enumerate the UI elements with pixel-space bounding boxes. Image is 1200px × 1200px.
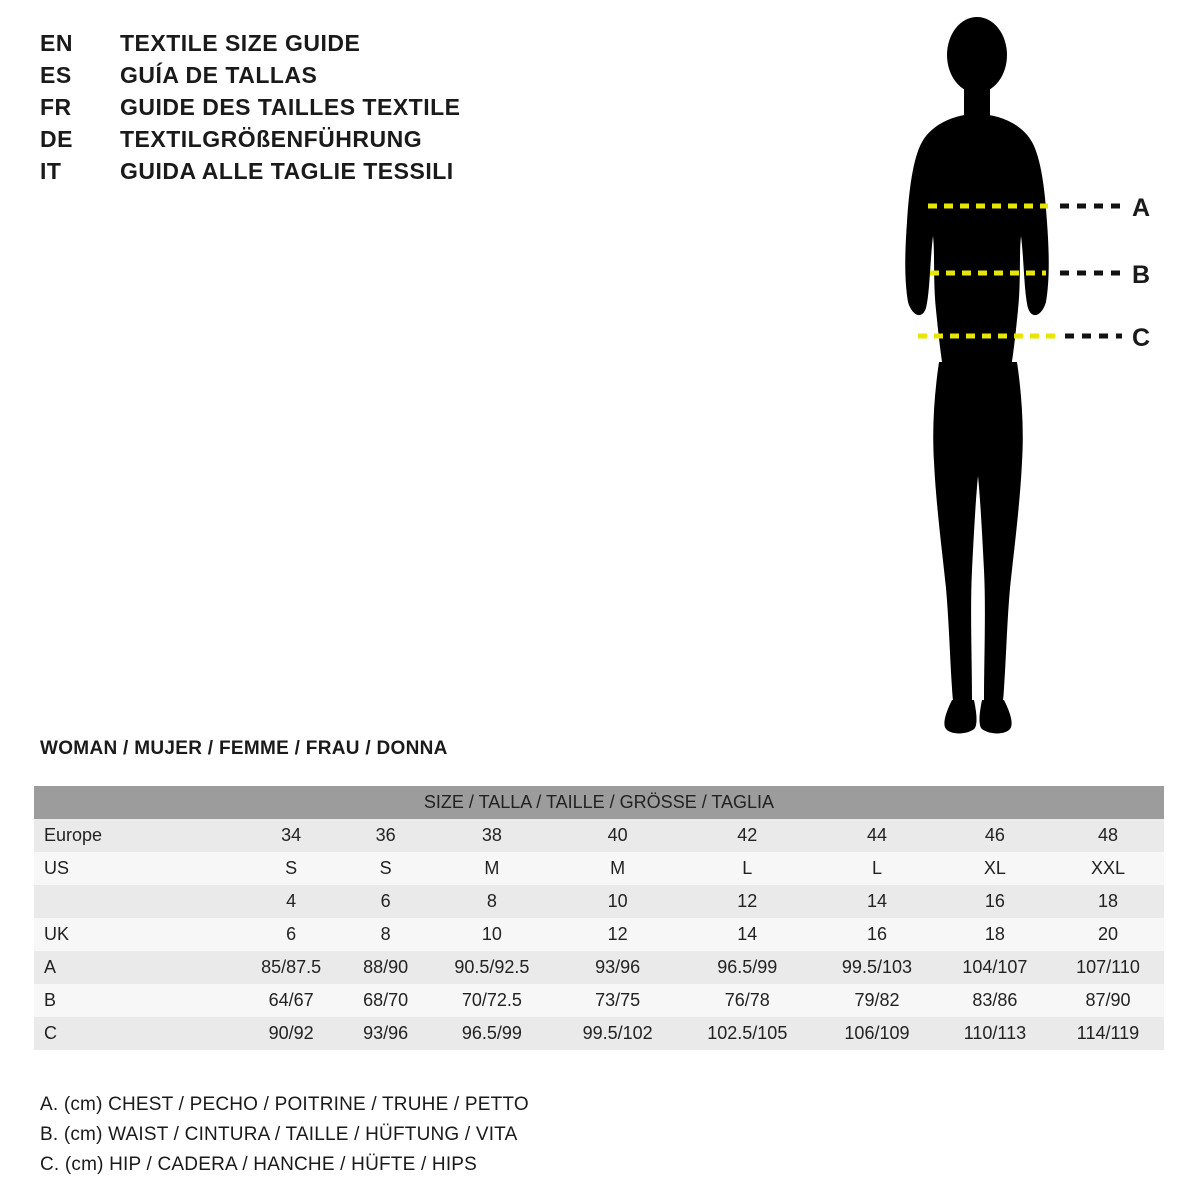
table-cell: 93/96 [344, 1017, 427, 1050]
table-cell: XXL [1052, 852, 1164, 885]
marker-label-a: A [1132, 194, 1151, 222]
table-cell: M [557, 852, 679, 885]
table-cell: 76/78 [679, 984, 816, 1017]
table-cell: 8 [344, 918, 427, 951]
table-cell: 12 [557, 918, 679, 951]
table-cell: XL [938, 852, 1052, 885]
table-cell: L [816, 852, 938, 885]
title-row [40, 94, 740, 126]
measurement-figure [860, 10, 1190, 750]
table-cell: 85/87.5 [238, 951, 344, 984]
row-label: UK [34, 918, 238, 951]
title-language-code: DE [40, 126, 73, 152]
table-cell: 38 [427, 819, 557, 852]
title-language-code: FR [40, 94, 72, 120]
size-table [34, 786, 1164, 1050]
table-cell: 93/96 [557, 951, 679, 984]
table-cell: 10 [427, 918, 557, 951]
title-row [40, 30, 740, 62]
table-cell: 114/119 [1052, 1017, 1164, 1050]
table-cell: 96.5/99 [679, 951, 816, 984]
title-row [40, 158, 740, 190]
table-cell: 10 [557, 885, 679, 918]
table-row [34, 951, 1164, 984]
table-cell: 16 [816, 918, 938, 951]
title-language-text: GUIDE DES TAILLES TEXTILE [120, 94, 461, 120]
table-cell: 8 [427, 885, 557, 918]
table-cell: 88/90 [344, 951, 427, 984]
title-block [40, 30, 740, 190]
table-cell: 87/90 [1052, 984, 1164, 1017]
table-cell: 83/86 [938, 984, 1052, 1017]
table-group-label: WOMAN / MUJER / FEMME / FRAU / DONNA [40, 738, 448, 759]
table-cell: 99.5/103 [816, 951, 938, 984]
title-row [40, 126, 740, 158]
table-row [34, 918, 1164, 951]
table-cell: 104/107 [938, 951, 1052, 984]
table-cell: 42 [679, 819, 816, 852]
table-cell: 48 [1052, 819, 1164, 852]
table-cell: 70/72.5 [427, 984, 557, 1017]
table-cell: 18 [1052, 885, 1164, 918]
title-language-code: EN [40, 30, 73, 56]
row-label [34, 885, 238, 918]
row-label: Europe [34, 819, 238, 852]
title-row [40, 62, 740, 94]
title-language-text: TEXTILE SIZE GUIDE [120, 30, 361, 56]
legend-row-c: C. (cm) HIP / CADERA / HANCHE / HÜFTE / HIPS [40, 1154, 478, 1175]
table-cell: 6 [238, 918, 344, 951]
table-row [34, 819, 1164, 852]
title-language-text: GUÍA DE TALLAS [120, 62, 318, 88]
row-label: C [34, 1017, 238, 1050]
table-cell: S [238, 852, 344, 885]
row-label: US [34, 852, 238, 885]
marker-label-b: B [1132, 261, 1151, 289]
table-cell: 90/92 [238, 1017, 344, 1050]
table-cell: 14 [679, 918, 816, 951]
table-row [34, 1017, 1164, 1050]
table-cell: 14 [816, 885, 938, 918]
table-cell: 20 [1052, 918, 1164, 951]
row-label: A [34, 951, 238, 984]
table-cell: 102.5/105 [679, 1017, 816, 1050]
table-cell: 4 [238, 885, 344, 918]
table-cell: 12 [679, 885, 816, 918]
title-language-text: TEXTILGRÖßENFÜHRUNG [120, 126, 423, 152]
table-cell: 79/82 [816, 984, 938, 1017]
table-cell: 99.5/102 [557, 1017, 679, 1050]
table-cell: 107/110 [1052, 951, 1164, 984]
table-cell: 46 [938, 819, 1052, 852]
table-cell: 110/113 [938, 1017, 1052, 1050]
table-cell: 6 [344, 885, 427, 918]
title-language-text: GUIDA ALLE TAGLIE TESSILI [120, 158, 454, 184]
legend-row-a: A. (cm) CHEST / PECHO / POITRINE / TRUHE / PETTO [40, 1094, 529, 1115]
table-cell: 106/109 [816, 1017, 938, 1050]
table-cell: 73/75 [557, 984, 679, 1017]
table-cell: 96.5/99 [427, 1017, 557, 1050]
table-header-row [34, 786, 1164, 819]
table-cell: M [427, 852, 557, 885]
title-language-code: ES [40, 62, 72, 88]
table-cell: L [679, 852, 816, 885]
table-row [34, 984, 1164, 1017]
table-cell: 90.5/92.5 [427, 951, 557, 984]
title-language-code: IT [40, 158, 62, 184]
table-header-label: SIZE / TALLA / TAILLE / GRÖSSE / TAGLIA [34, 786, 1164, 819]
table-row [34, 885, 1164, 918]
table-cell: 18 [938, 918, 1052, 951]
legend [40, 1090, 840, 1180]
legend-row-b: B. (cm) WAIST / CINTURA / TAILLE / HÜFTUNG / VITA [40, 1124, 518, 1145]
table-cell: 34 [238, 819, 344, 852]
table-cell: 64/67 [238, 984, 344, 1017]
table-row [34, 852, 1164, 885]
row-label: B [34, 984, 238, 1017]
table-cell: 68/70 [344, 984, 427, 1017]
table-cell: 16 [938, 885, 1052, 918]
female-silhouette-icon [860, 10, 1190, 750]
table-cell: S [344, 852, 427, 885]
table-cell: 44 [816, 819, 938, 852]
table-cell: 40 [557, 819, 679, 852]
marker-label-c: C [1132, 324, 1151, 352]
table-cell: 36 [344, 819, 427, 852]
